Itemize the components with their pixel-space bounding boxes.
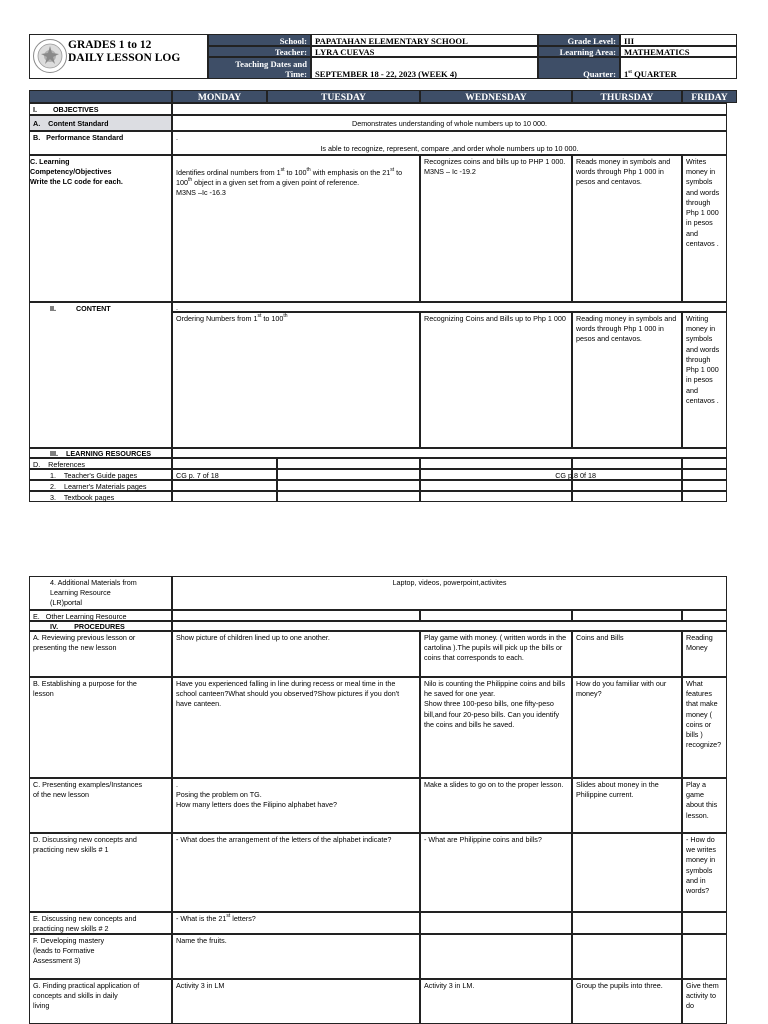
proc-d-monday: - What does the arrangement of the letters of the alphabet indicate?	[172, 833, 420, 912]
content-standard-label: A. Content Standard	[29, 115, 172, 131]
references-fri	[682, 458, 727, 469]
learning-resources-label: III. LEARNING RESOURCES	[29, 448, 172, 458]
proc-f-wednesday	[420, 934, 572, 979]
proc-e-monday: - What is the 21st letters?	[172, 912, 420, 934]
proc-b-wednesday: Nilo is counting the Philippine coins and bills he saved for one year. Show three 100-peso bills, one fifty-peso bill,and four 20-peso bills. Can you identify the coins and bills he saved.	[420, 677, 572, 778]
tb-thu	[572, 491, 682, 502]
header-title-box	[29, 34, 208, 79]
lm-pages-label: 2. Learner's Materials pages	[29, 480, 172, 491]
proc-e-thursday	[572, 912, 682, 934]
proc-c-friday: Play a game about this lesson.	[682, 778, 727, 833]
proc-e-friday	[682, 912, 727, 934]
proc-b-friday: What features that make money ( coins or bills ) recognize?	[682, 677, 727, 778]
proc-g-thursday: Group the pupils into three.	[572, 979, 682, 1024]
dates-value: SEPTEMBER 18 - 22, 2023 (WEEK 4)	[311, 57, 538, 79]
tb-mon	[172, 491, 277, 502]
day-header-tuesday: TUESDAY	[267, 90, 420, 103]
proc-b-thursday: How do you familiar with our money?	[572, 677, 682, 778]
proc-f-thursday	[572, 934, 682, 979]
proc-a-monday: Show picture of children lined up to one another.	[172, 631, 420, 677]
proc-c-wednesday: Make a slides to go on to the proper lesson.	[420, 778, 572, 833]
proc-f-label: F. Developing mastery (leads to Formative Assessment 3)	[29, 934, 172, 979]
tg-pages-monday: CG p. 7 of 18	[172, 469, 277, 480]
other-wed	[420, 610, 572, 621]
proc-f-monday: Name the fruits.	[172, 934, 420, 979]
grade-label: Grade Level:	[538, 34, 620, 46]
performance-standard-label: B. Performance Standard	[29, 131, 172, 155]
proc-g-label: G. Finding practical application of concepts and skills in daily living	[29, 979, 172, 1024]
proc-f-friday	[682, 934, 727, 979]
content-standard-value: Demonstrates understanding of whole numbers up to 10 000.	[172, 115, 727, 131]
lm-thu	[572, 480, 682, 491]
day-header-thursday: THURSDAY	[572, 90, 682, 103]
performance-standard-dot: .	[176, 133, 178, 142]
content-monday: Ordering Numbers from 1st to 100th	[172, 312, 420, 448]
dll-title-line1: GRADES 1 to 12	[68, 39, 152, 51]
lm-wed	[420, 480, 572, 491]
references-thu	[572, 458, 682, 469]
other-thu	[572, 610, 682, 621]
lm-fri	[682, 480, 727, 491]
proc-b-label: B. Establishing a purpose for the lesson	[29, 677, 172, 778]
grade-value: III	[620, 34, 737, 46]
tb-tue	[277, 491, 420, 502]
school-value: PAPATAHAN ELEMENTARY SCHOOL	[311, 34, 538, 46]
area-value: MATHEMATICS	[620, 46, 737, 57]
content-thursday: Reading money in symbols and words through Php 1 000 in pesos and centavos.	[572, 312, 682, 448]
additional-materials-label: 4. Additional Materials from Learning Resource (LR)portal	[29, 576, 172, 610]
performance-standard-value: Is able to recognize, represent, compare ,and order whole numbers up to 10 000.	[320, 144, 579, 154]
proc-a-wednesday: Play game with money. ( written words in the cartolina ).The pupils will pick up the bills or coins that corresponds to each.	[420, 631, 572, 677]
competency-thursday: Reads money in symbols and words through Php 1 000 in pesos and centavos.	[572, 155, 682, 302]
lm-tue	[277, 480, 420, 491]
dll-title-line2: DAILY LESSON LOG	[68, 52, 181, 64]
proc-a-friday: Reading Money	[682, 631, 727, 677]
tg-pages-tuesday	[277, 469, 420, 480]
other-mon	[172, 610, 420, 621]
teacher-label: Teacher:	[208, 46, 311, 57]
procedures-blank	[172, 621, 727, 631]
textbook-pages-label: 3. Textbook pages	[29, 491, 172, 502]
content-friday: Writing money in symbols and words through Php 1 000 in pesos and centavos .	[682, 312, 727, 448]
day-header-friday: FRIDAY	[682, 90, 737, 103]
content-label: II. CONTENT	[29, 302, 172, 448]
proc-a-thursday: Coins and Bills	[572, 631, 682, 677]
proc-g-wednesday: Activity 3 in LM.	[420, 979, 572, 1024]
content-dot-row: .	[172, 302, 727, 312]
competency-label: C. Learning Competency/Objectives Write the LC code for each.	[29, 155, 172, 302]
proc-d-thursday	[572, 833, 682, 912]
tb-wed	[420, 491, 572, 502]
tg-pages-thu-blank	[572, 469, 682, 480]
competency-wednesday: Recognizes coins and bills up to PHP 1 000. M3NS – Ic -19.2	[420, 155, 572, 302]
resources-blank	[172, 448, 727, 458]
proc-d-wednesday: - What are Philippine coins and bills?	[420, 833, 572, 912]
references-tue	[277, 458, 420, 469]
objectives-blank	[172, 103, 727, 115]
school-label: School:	[208, 34, 311, 46]
day-header-wednesday: WEDNESDAY	[420, 90, 572, 103]
proc-g-monday: Activity 3 in LM	[172, 979, 420, 1024]
proc-d-label: D. Discussing new concepts and practicing new skills # 1	[29, 833, 172, 912]
performance-standard-cell	[172, 131, 727, 155]
procedures-label: IV. PROCEDURES	[29, 621, 172, 631]
proc-c-monday: . Posing the problem on TG. How many letters does the Filipino alphabet have?	[172, 778, 420, 833]
day-header-monday: MONDAY	[172, 90, 267, 103]
objectives-label: I. OBJECTIVES	[29, 103, 172, 115]
proc-d-friday: - How do we writes money in symbols and in words?	[682, 833, 727, 912]
proc-e-wednesday	[420, 912, 572, 934]
competency-monday: Identifies ordinal numbers from 1st to 100th with emphasis on the 21st to 100th object in a given set from a given point of reference. M3NS –Ic -16.3	[172, 155, 420, 302]
references-wed	[420, 458, 572, 469]
other-resource-label: E. Other Learning Resource	[29, 610, 172, 621]
tg-pages-label: 1. Teacher's Guide pages	[29, 469, 172, 480]
other-fri	[682, 610, 727, 621]
quarter-label: Quarter:	[538, 57, 620, 79]
dates-label: Teaching Dates and Time:	[208, 57, 311, 79]
proc-c-thursday: Slides about money in the Philippine current.	[572, 778, 682, 833]
tg-pages-fri-blank	[682, 469, 727, 480]
tg-pages-thursday: CG p.8 0f 18	[420, 469, 572, 480]
teacher-value: LYRA CUEVAS	[311, 46, 538, 57]
proc-e-label: E. Discussing new concepts and practicing new skills # 2	[29, 912, 172, 934]
competency-friday: Writes money in symbols and words through Php 1 000 in pesos and centavos .	[682, 155, 727, 302]
content-wednesday: Recognizing Coins and Bills up to Php 1 000	[420, 312, 572, 448]
references-label: D. References	[29, 458, 172, 469]
additional-materials-value: Laptop, videos, powerpoint,activites	[172, 576, 727, 610]
day-header-blank	[29, 90, 172, 103]
proc-c-label: C. Presenting examples/Instances of the new lesson	[29, 778, 172, 833]
references-mon	[172, 458, 277, 469]
proc-a-label: A. Reviewing previous lesson or presenting the new lesson	[29, 631, 172, 677]
proc-g-friday: Give them activity to do	[682, 979, 727, 1024]
proc-b-monday: Have you experienced falling in line during recess or meal time in the school canteen?What should you observed?Show pictures if you don't have canteen.	[172, 677, 420, 778]
area-label: Learning Area:	[538, 46, 620, 57]
quarter-value: 1st QUARTER	[620, 57, 737, 79]
tb-fri	[682, 491, 727, 502]
lm-mon	[172, 480, 277, 491]
deped-seal-icon	[32, 38, 68, 74]
